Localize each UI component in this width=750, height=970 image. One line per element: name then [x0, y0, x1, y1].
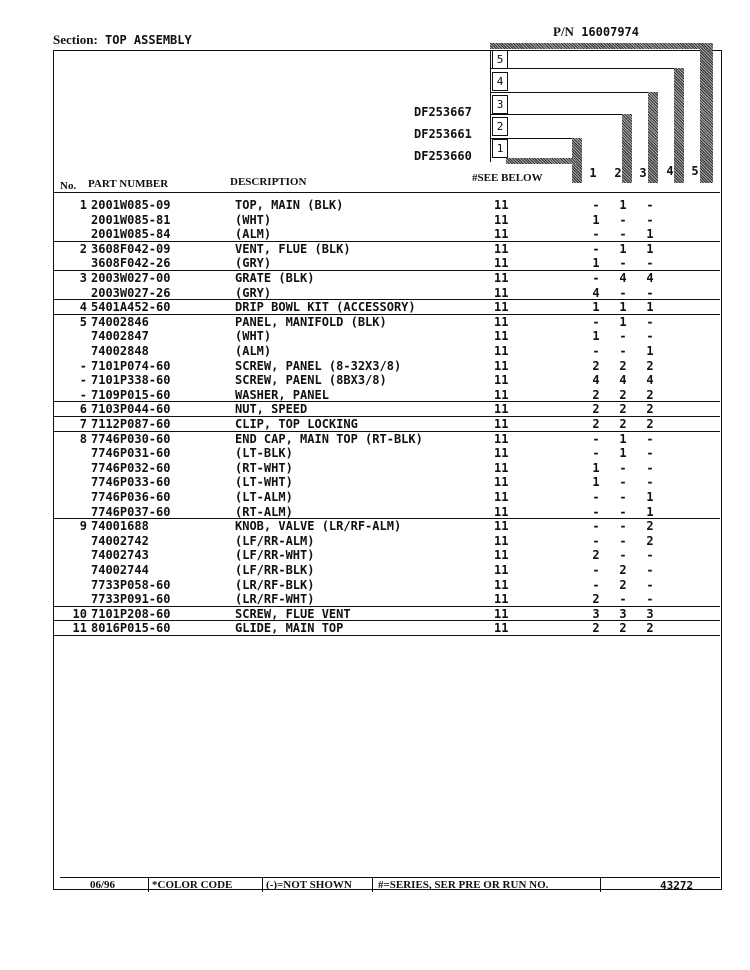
pn-label: P/N	[553, 24, 574, 39]
row-qty-col3: -	[646, 314, 654, 329]
series-box-4: 4	[492, 72, 508, 91]
series-box-3: 3	[492, 95, 508, 114]
row-see-below: 11	[494, 212, 509, 227]
row-qty-col3: -	[646, 577, 654, 592]
row-description: (GRY)	[235, 256, 272, 271]
row-qty-col2: 1	[619, 446, 627, 461]
row-part-number: 74002848	[91, 344, 149, 358]
row-qty-col2: 1	[619, 314, 627, 329]
table-row	[53, 359, 720, 374]
row-see-below: 11	[494, 592, 509, 607]
row-group-divider	[53, 635, 720, 636]
row-qty-col2: -	[619, 519, 627, 534]
row-description: (LF/RR-BLK)	[235, 563, 315, 577]
row-qty-col1: 2	[592, 548, 600, 563]
table-row	[53, 548, 720, 563]
row-part-number: 7103P044-60	[91, 402, 171, 417]
col-num-3: 3	[639, 166, 647, 180]
table-row	[53, 286, 720, 301]
table-row	[53, 271, 720, 286]
row-qty-col3: 2	[646, 358, 654, 373]
row-see-below: 11	[494, 358, 509, 373]
row-part-number: 2001W085-84	[91, 227, 171, 242]
row-qty-col2: -	[619, 475, 627, 490]
row-qty-col1: -	[592, 314, 600, 329]
part-number-heading	[553, 24, 639, 40]
row-qty-col3: 2	[646, 417, 654, 431]
header-divider	[53, 192, 720, 193]
row-qty-col2: -	[619, 548, 627, 563]
row-description: (ALM)	[235, 344, 272, 358]
header-no: No.	[60, 180, 77, 192]
table-row	[53, 402, 720, 417]
section-label: Section:	[53, 32, 98, 47]
row-qty-col2: -	[619, 504, 627, 519]
row-part-number: 74002744	[91, 563, 149, 577]
row-see-below: 11	[494, 533, 509, 548]
row-item-no: 8	[79, 431, 87, 446]
row-see-below: 11	[494, 285, 509, 300]
row-item-no: -	[79, 358, 87, 373]
row-part-number: 7101P074-60	[91, 358, 171, 373]
row-qty-col3: 2	[646, 621, 654, 636]
row-qty-col3: -	[646, 563, 654, 577]
table-row	[53, 344, 720, 359]
footer-color-code: *COLOR CODE	[152, 879, 233, 891]
row-description: (LT-WHT)	[235, 475, 293, 490]
row-qty-col2: 2	[619, 577, 627, 592]
row-qty-col1: 1	[592, 256, 600, 271]
row-see-below: 11	[494, 256, 509, 271]
row-description: (WHT)	[235, 329, 272, 344]
row-part-number: 74002847	[91, 329, 149, 344]
row-qty-col1: 2	[592, 358, 600, 373]
row-description: (GRY)	[235, 285, 272, 300]
row-qty-col3: -	[646, 256, 654, 271]
table-row	[53, 607, 720, 622]
row-description: (LR/RF-WHT)	[235, 592, 315, 607]
row-qty-col1: -	[592, 241, 600, 256]
row-qty-col2: 3	[619, 606, 627, 621]
row-part-number: 3608F042-09	[91, 241, 171, 256]
row-qty-col2: 1	[619, 198, 627, 212]
table-row	[53, 446, 720, 461]
row-qty-col1: -	[592, 198, 600, 212]
row-part-number: 3608F042-26	[91, 256, 171, 271]
row-qty-col1: -	[592, 431, 600, 446]
row-qty-col3: -	[646, 212, 654, 227]
row-qty-col2: -	[619, 329, 627, 344]
row-see-below: 11	[494, 344, 509, 358]
row-part-number: 7746P033-60	[91, 475, 171, 490]
row-qty-col1: 4	[592, 373, 600, 388]
row-part-number: 7109P015-60	[91, 387, 171, 402]
row-part-number: 2003W027-00	[91, 271, 171, 285]
row-qty-col2: 1	[619, 300, 627, 315]
row-qty-col2: -	[619, 227, 627, 242]
table-row	[53, 417, 720, 432]
table-row	[53, 373, 720, 388]
table-row	[53, 227, 720, 242]
table-row	[53, 256, 720, 271]
row-qty-col1: -	[592, 563, 600, 577]
row-see-below: 11	[494, 314, 509, 329]
table-row	[53, 198, 720, 213]
row-qty-col3: 1	[646, 241, 654, 256]
row-qty-col1: -	[592, 446, 600, 461]
table-row	[53, 432, 720, 447]
row-qty-col1: 4	[592, 285, 600, 300]
row-qty-col2: -	[619, 212, 627, 227]
row-qty-col2: 1	[619, 241, 627, 256]
model-label-2: DF253661	[414, 127, 472, 141]
table-row	[53, 621, 720, 636]
section-heading	[53, 32, 192, 48]
table-row	[53, 534, 720, 549]
row-see-below: 11	[494, 519, 509, 534]
row-part-number: 7746P032-60	[91, 460, 171, 475]
col-num-4: 4	[666, 164, 674, 178]
row-part-number: 7733P091-60	[91, 592, 171, 607]
row-qty-col3: -	[646, 329, 654, 344]
row-qty-col3: -	[646, 285, 654, 300]
row-qty-col1: 3	[592, 606, 600, 621]
row-qty-col1: 1	[592, 300, 600, 315]
series-dither-top	[490, 43, 713, 49]
row-qty-col2: -	[619, 533, 627, 548]
table-row	[53, 461, 720, 476]
row-part-number: 7101P338-60	[91, 373, 171, 388]
table-row	[53, 300, 720, 315]
table-row	[53, 519, 720, 534]
row-see-below: 11	[494, 621, 509, 636]
row-description: NUT, SPEED	[235, 402, 308, 417]
col-num-5: 5	[691, 164, 699, 178]
row-description: VENT, FLUE (BLK)	[235, 241, 351, 256]
row-qty-col2: 2	[619, 563, 627, 577]
row-description: END CAP, MAIN TOP (RT-BLK)	[235, 431, 423, 446]
footer-date: 06/96	[90, 879, 116, 891]
col-num-2: 2	[614, 166, 622, 180]
row-description: (LR/RF-BLK)	[235, 577, 315, 592]
row-item-no: 9	[79, 519, 87, 534]
row-see-below: 11	[494, 563, 509, 577]
row-see-below: 11	[494, 548, 509, 563]
row-see-below: 11	[494, 373, 509, 388]
row-description: TOP, MAIN (BLK)	[235, 198, 344, 212]
row-qty-col2: 4	[619, 271, 627, 285]
table-row	[53, 578, 720, 593]
row-description: (LF/RR-WHT)	[235, 548, 315, 563]
row-qty-col1: 2	[592, 621, 600, 636]
row-description: (RT-WHT)	[235, 460, 293, 475]
row-part-number: 7746P036-60	[91, 490, 171, 504]
row-part-number: 7746P037-60	[91, 504, 171, 519]
row-part-number: 7112P087-60	[91, 417, 171, 431]
footer-not-shown: (-)=NOT SHOWN	[266, 879, 352, 891]
row-part-number: 74002742	[91, 533, 149, 548]
row-qty-col2: -	[619, 592, 627, 607]
row-item-no: 10	[72, 606, 87, 621]
row-see-below: 11	[494, 446, 509, 461]
row-qty-col1: 2	[592, 592, 600, 607]
row-qty-col2: -	[619, 256, 627, 271]
footer-series-note: #=SERIES, SER PRE OR RUN NO.	[378, 879, 549, 891]
row-see-below: 11	[494, 490, 509, 504]
row-qty-col3: -	[646, 431, 654, 446]
row-item-no: -	[79, 387, 87, 402]
row-qty-col3: -	[646, 198, 654, 212]
row-see-below: 11	[494, 504, 509, 519]
row-qty-col1: -	[592, 271, 600, 285]
row-part-number: 8016P015-60	[91, 621, 171, 636]
series-box-5: 5	[492, 50, 508, 69]
row-qty-col1: -	[592, 577, 600, 592]
row-qty-col3: 2	[646, 402, 654, 417]
row-qty-col1: -	[592, 533, 600, 548]
row-qty-col1: -	[592, 344, 600, 358]
table-row	[53, 388, 720, 403]
row-qty-col3: -	[646, 548, 654, 563]
row-item-no: 11	[72, 621, 87, 636]
row-part-number: 7746P030-60	[91, 431, 171, 446]
row-item-no: -	[79, 373, 87, 388]
row-qty-col1: -	[592, 490, 600, 504]
col-num-1: 1	[589, 166, 597, 180]
row-qty-col1: 2	[592, 387, 600, 402]
table-row	[53, 242, 720, 257]
row-qty-col1: -	[592, 504, 600, 519]
row-see-below: 11	[494, 431, 509, 446]
row-qty-col3: 1	[646, 344, 654, 358]
row-part-number: 2003W027-26	[91, 285, 171, 300]
row-description: (LT-BLK)	[235, 446, 293, 461]
row-see-below: 11	[494, 417, 509, 431]
row-part-number: 74001688	[91, 519, 149, 534]
row-qty-col3: 1	[646, 504, 654, 519]
row-description: (WHT)	[235, 212, 272, 227]
row-description: DRIP BOWL KIT (ACCESSORY)	[235, 300, 416, 315]
row-qty-col3: -	[646, 475, 654, 490]
row-qty-col3: 1	[646, 300, 654, 315]
row-part-number: 2001W085-81	[91, 212, 171, 227]
row-part-number: 7733P058-60	[91, 577, 171, 592]
table-row	[53, 563, 720, 578]
row-qty-col1: 2	[592, 402, 600, 417]
row-qty-col2: 4	[619, 373, 627, 388]
section-title: TOP ASSEMBLY	[105, 33, 192, 47]
row-description: GLIDE, MAIN TOP	[235, 621, 344, 636]
row-qty-col2: -	[619, 344, 627, 358]
model-label-1: DF253660	[414, 149, 472, 163]
row-description: SCREW, FLUE VENT	[235, 606, 351, 621]
row-item-no: 7	[79, 417, 87, 431]
row-qty-col2: 2	[619, 402, 627, 417]
row-see-below: 11	[494, 387, 509, 402]
row-see-below: 11	[494, 227, 509, 242]
table-row	[53, 592, 720, 607]
row-qty-col1: 2	[592, 417, 600, 431]
row-part-number: 2001W085-09	[91, 198, 171, 212]
row-description: KNOB, VALVE (LR/RF-ALM)	[235, 519, 402, 534]
row-qty-col3: -	[646, 460, 654, 475]
row-description: PANEL, MANIFOLD (BLK)	[235, 314, 387, 329]
row-description: GRATE (BLK)	[235, 271, 315, 285]
table-row	[53, 475, 720, 490]
row-item-no: 5	[79, 314, 87, 329]
row-part-number: 5401A452-60	[91, 300, 171, 315]
row-description: SCREW, PANEL (8-32X3/8)	[235, 358, 402, 373]
row-see-below: 11	[494, 460, 509, 475]
row-qty-col1: 1	[592, 329, 600, 344]
row-qty-col2: 2	[619, 358, 627, 373]
row-part-number: 7101P208-60	[91, 606, 171, 621]
row-qty-col3: 3	[646, 606, 654, 621]
row-description: (ALM)	[235, 227, 272, 242]
row-qty-col3: 2	[646, 387, 654, 402]
row-part-number: 74002846	[91, 314, 149, 329]
row-qty-col1: -	[592, 519, 600, 534]
row-qty-col3: 1	[646, 227, 654, 242]
row-qty-col2: 2	[619, 387, 627, 402]
table-row	[53, 490, 720, 505]
row-description: (RT-ALM)	[235, 504, 293, 519]
row-description: CLIP, TOP LOCKING	[235, 417, 358, 431]
header-see-below: #SEE BELOW	[472, 172, 543, 184]
table-row	[53, 505, 720, 520]
series-box-2: 2	[492, 117, 508, 136]
row-part-number: 74002743	[91, 548, 149, 563]
row-see-below: 11	[494, 198, 509, 212]
table-row	[53, 329, 720, 344]
footer-bar	[60, 878, 720, 892]
row-see-below: 11	[494, 329, 509, 344]
row-qty-col3: 2	[646, 519, 654, 534]
row-qty-col2: -	[619, 460, 627, 475]
series-dither-row1	[506, 158, 576, 164]
series-dither-col5	[700, 43, 713, 183]
row-qty-col3: 1	[646, 490, 654, 504]
row-qty-col2: 1	[619, 431, 627, 446]
row-description: WASHER, PANEL	[235, 387, 329, 402]
row-qty-col2: 2	[619, 621, 627, 636]
table-row	[53, 213, 720, 228]
pn-value: 16007974	[581, 25, 639, 39]
row-qty-col3: 4	[646, 271, 654, 285]
row-description: (LF/RR-ALM)	[235, 533, 315, 548]
row-qty-col1: -	[592, 227, 600, 242]
row-see-below: 11	[494, 402, 509, 417]
row-qty-col2: -	[619, 490, 627, 504]
row-see-below: 11	[494, 241, 509, 256]
row-item-no: 3	[79, 271, 87, 285]
row-qty-col3: -	[646, 446, 654, 461]
row-qty-col2: 2	[619, 417, 627, 431]
row-qty-col1: 1	[592, 212, 600, 227]
row-item-no: 6	[79, 402, 87, 417]
row-qty-col1: 1	[592, 475, 600, 490]
row-description: (LT-ALM)	[235, 490, 293, 504]
footer-page-code: 43272	[660, 879, 694, 892]
row-see-below: 11	[494, 271, 509, 285]
row-qty-col1: 1	[592, 460, 600, 475]
row-item-no: 2	[79, 241, 87, 256]
series-box-1: 1	[492, 139, 508, 158]
row-description: SCREW, PAENL (8BX3/8)	[235, 373, 387, 388]
row-part-number: 7746P031-60	[91, 446, 171, 461]
row-qty-col2: -	[619, 285, 627, 300]
row-item-no: 4	[79, 300, 87, 315]
header-description: DESCRIPTION	[230, 176, 307, 188]
row-qty-col3: -	[646, 592, 654, 607]
row-qty-col3: 2	[646, 533, 654, 548]
header-part-number: PART NUMBER	[88, 178, 169, 190]
row-see-below: 11	[494, 606, 509, 621]
row-see-below: 11	[494, 475, 509, 490]
row-item-no: 1	[79, 198, 87, 212]
model-label-3: DF253667	[414, 105, 472, 119]
row-see-below: 11	[494, 577, 509, 592]
row-see-below: 11	[494, 300, 509, 315]
row-qty-col3: 4	[646, 373, 654, 388]
table-row	[53, 315, 720, 330]
